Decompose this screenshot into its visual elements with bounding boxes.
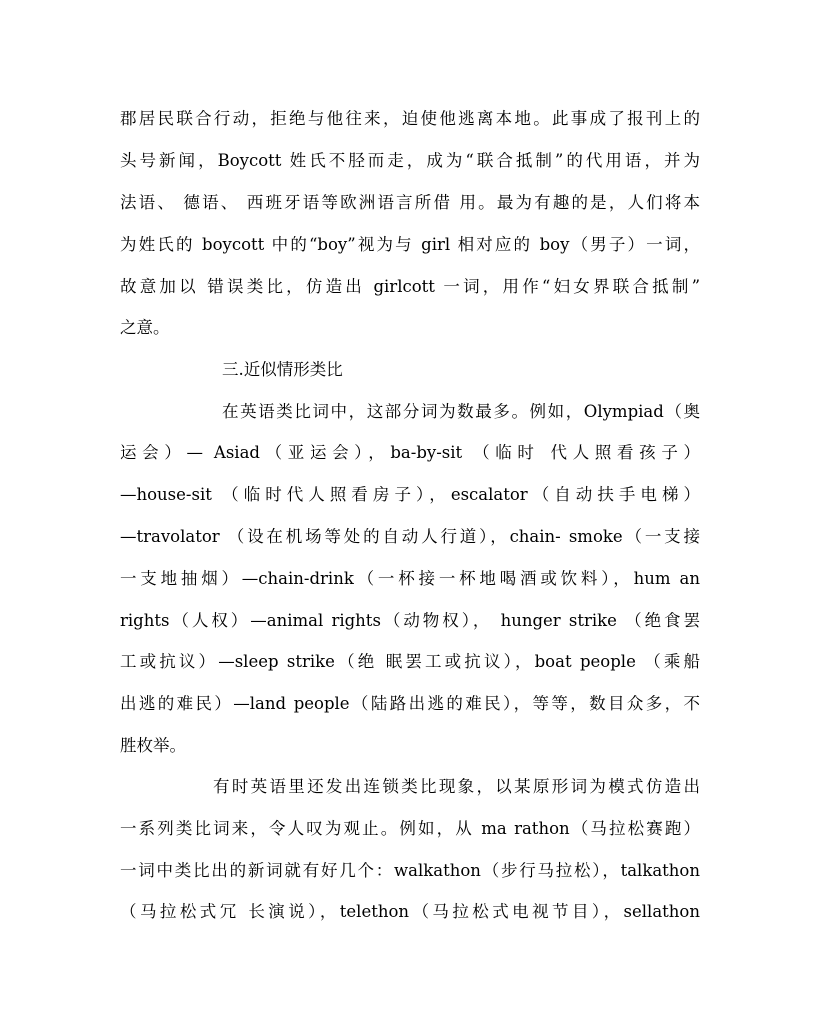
paragraph-line: —travolator （设在机场等处的自动人行道），chain- smoke（一支接 <box>120 527 700 546</box>
paragraph-line: rights（人权）—animal rights（动物权）， hunger strike （绝食罢 <box>120 611 700 630</box>
paragraph-line: （马拉松式冗 长演说），telethon（马拉松式电视节目），sellathon <box>120 902 700 921</box>
paragraph-line: 工或抗议）—sleep strike（绝 眠罢工或抗议），boat people （乘船 <box>120 652 700 671</box>
paragraph-line: 之意。 <box>120 318 170 337</box>
paragraph-line: 一支地抽烟）—chain-drink（一杯接一杯地喝酒或饮料），hum an <box>120 569 700 588</box>
section-heading: 三.近似情形类比 <box>222 360 343 379</box>
paragraph-line: 出逃的难民）—land people（陆路出逃的难民），等等，数目众多，不 <box>120 694 700 713</box>
paragraph-line: 胜枚举。 <box>120 736 186 755</box>
paragraph-line: 运会）— Asiad（亚运会），ba-by-sit （临时 代人照看孩子） <box>120 443 700 462</box>
paragraph-line: 在英语类比词中，这部分词为数最多。例如，Olympiad（奥 <box>222 402 700 421</box>
paragraph-line: 一词中类比出的新词就有好几个：walkathon（步行马拉松），talkathon <box>120 861 700 880</box>
paragraph-line: 一系列类比词来，令人叹为观止。例如，从 ma rathon（马拉松赛跑） <box>120 819 700 838</box>
paragraph-line: 头号新闻，Boycott 姓氏不胫而走，成为“联合抵制”的代用语，并为 <box>120 151 700 170</box>
paragraph-line: 郡居民联合行动，拒绝与他往来，迫使他逃离本地。此事成了报刊上的 <box>120 109 700 128</box>
paragraph-line: 为姓氏的 boycott 中的“boy”视为与 girl 相对应的 boy（男子）一词， <box>120 235 700 254</box>
paragraph-line: 法语、 德语、 西班牙语等欧洲语言所借 用。最为有趣的是，人们将本 <box>120 193 700 212</box>
paragraph-line: 有时英语里还发出连锁类比现象，以某原形词为模式仿造出 <box>213 777 700 796</box>
paragraph-line: 故意加以 错误类比，仿造出 girlcott 一词，用作“妇女界联合抵制” <box>120 277 700 296</box>
paragraph-line: —house-sit （临时代人照看房子），escalator（自动扶手电梯） <box>120 485 700 504</box>
